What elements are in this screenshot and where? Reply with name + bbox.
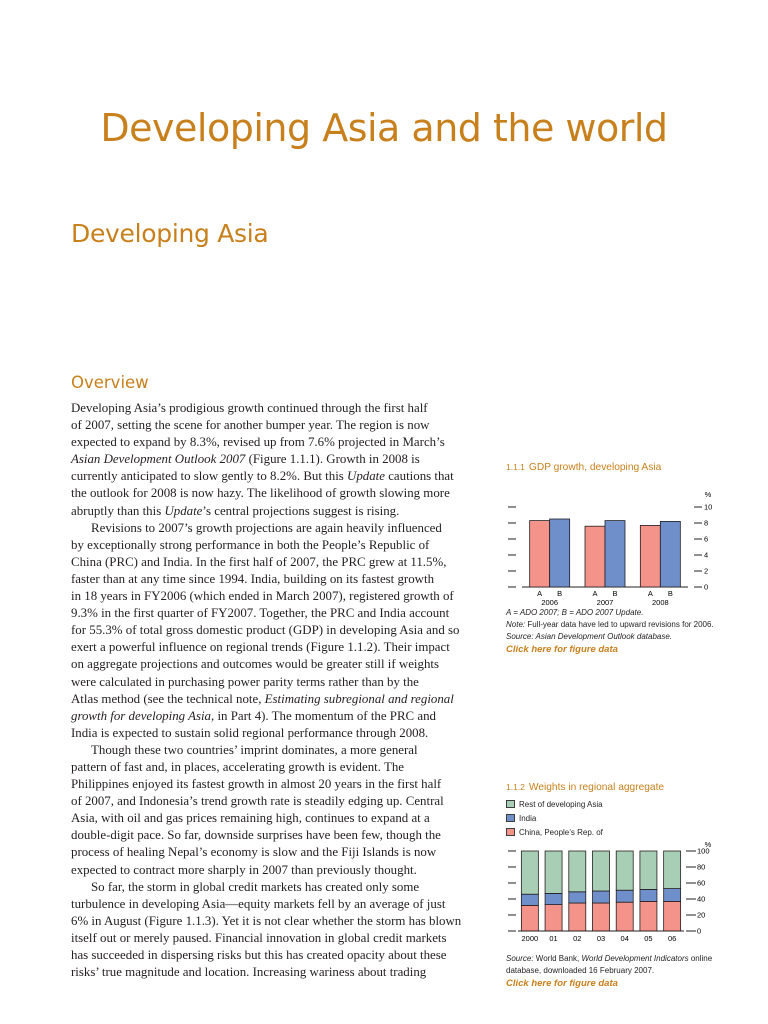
bar-segment [521, 894, 538, 905]
y-tick-label: 100 [697, 846, 710, 856]
body-line: Developing Asia’s prodigious growth continued through the first half [71, 401, 428, 415]
body-line: 6% in August (Figure 1.1.3). Yet it is not clear whether the storm has blown [71, 913, 462, 928]
body-line: currently anticipated to slow gently to 8.2%. But this Update cautions that [71, 469, 454, 484]
y-tick-label: 0 [704, 582, 709, 592]
bar-segment [569, 851, 586, 892]
bar-segment [593, 903, 610, 931]
legend-item: China, People’s Rep. of [506, 825, 721, 839]
section-heading: Developing Asia [71, 219, 269, 248]
regional-weights-chart [506, 841, 721, 953]
bar-segment [521, 851, 538, 894]
body-line: of 2007, setting the scene for another bumper year. The region is now [71, 418, 430, 433]
y-tick-label: 20 [697, 910, 706, 920]
y-tick-label: 80 [697, 862, 706, 872]
bar [640, 525, 660, 587]
group-label: 2006 [541, 598, 559, 607]
bar-segment [640, 889, 657, 901]
page-title: Developing Asia and the world [100, 106, 668, 150]
legend-item: India [506, 811, 721, 825]
body-line: growth for developing Asia, in Part 4). The momentum of the PRC and [71, 708, 436, 723]
x-tick-label: A [647, 589, 653, 598]
bar-segment [521, 905, 538, 931]
body-line: of 2007, and Indonesia’s trend growth rate is steadily edging up. Central [71, 794, 444, 809]
bar [660, 521, 680, 587]
bar-segment [616, 902, 633, 931]
bar-segment [640, 901, 657, 931]
body-line: for 55.3% of total gross domestic product (GDP) in developing Asia and so [71, 623, 460, 638]
x-tick-label: A [592, 589, 598, 598]
chart-legend [506, 797, 721, 839]
bar-segment [664, 901, 681, 931]
y-tick-label: 10 [704, 502, 713, 512]
x-tick-label: 06 [667, 934, 677, 943]
gdp-growth-chart [506, 475, 721, 607]
body-text [71, 400, 471, 981]
body-line: Atlas method (see the technical note, Estimating subregional and regional [71, 691, 454, 706]
body-line: on aggregate projections and outcomes would be greater still if weights [71, 657, 439, 672]
bar-segment [616, 851, 633, 890]
body-line: exert a powerful influence on regional trends (Figure 1.1.2). Their impact [71, 640, 450, 655]
figure-source: Source: Asian Development Outlook database. [506, 632, 673, 641]
body-line: So far, the storm in global credit markets has created only some [91, 879, 420, 894]
body-line: faster than at any time since 1994. India, building on its fastest growth [71, 571, 435, 586]
x-tick-label: B [612, 589, 618, 598]
figure-abbrev-note: A = ADO 2007; B = ADO 2007 Update. [506, 608, 644, 617]
y-tick-label: 40 [697, 894, 706, 904]
bar-segment [640, 851, 657, 889]
y-tick-label: 2 [704, 566, 709, 576]
body-line: Asian Development Outlook 2007 (Figure 1.1.1). Growth in 2008 is [71, 452, 420, 467]
body-line: by exceptionally strong performance in both the People’s Republic of [71, 537, 430, 552]
body-line: itself out or merely paused. Financial innovation in global credit markets [71, 930, 447, 945]
bar-segment [569, 903, 586, 931]
figure-data-link[interactable]: Click here for figure data [506, 644, 618, 655]
figure-data-link[interactable]: Click here for figure data [506, 978, 618, 989]
y-tick-label: 8 [704, 518, 709, 528]
x-tick-label: B [557, 589, 563, 598]
body-line: China (PRC) and India. In the first half of 2007, the PRC grew at 11.5%, [71, 554, 447, 569]
figure-title: 1.1.1 GDP growth, developing Asia [506, 462, 662, 473]
body-line: Though these two countries’ imprint dominates, a more general [91, 742, 418, 757]
x-tick-label: 04 [620, 934, 629, 943]
y-tick-label: 0 [697, 926, 702, 936]
body-line: has succeeded in dispersing risks but this has created opacity about these [71, 948, 447, 962]
x-tick-label: 03 [596, 934, 606, 943]
body-line: risks’ true magnitude and location. Increasing wariness about trading [71, 965, 427, 980]
figure-source-line2: database, downloaded 16 February 2007. [506, 966, 655, 975]
x-tick-label: 01 [549, 934, 558, 943]
bar-segment [593, 851, 610, 891]
body-line: were calculated in purchasing power parity terms rather than by the [71, 674, 419, 689]
body-line: pattern of fast and, in places, accelerating growth is evident. The [71, 759, 405, 774]
body-line: process of healing Nepal’s economy is slow and the Fiji Islands is now [71, 845, 437, 860]
x-tick-label: 02 [573, 934, 582, 943]
bar-segment [664, 889, 681, 902]
bar-segment [545, 905, 562, 931]
bar-segment [569, 892, 586, 903]
y-unit-label: % [704, 490, 712, 499]
figure-title: 1.1.2 Weights in regional aggregate [506, 782, 665, 793]
body-line: 9.3% in the first quarter of FY2007. Together, the PRC and India account [71, 606, 450, 621]
body-line: in 18 years in FY2006 (which ended in March 2007), registered growth of [71, 589, 454, 604]
x-tick-label: B [667, 589, 673, 598]
bar-segment [664, 851, 681, 889]
bar [550, 519, 570, 587]
body-line: double-digit pace. So far, downside surprises have been few, though the [71, 828, 441, 843]
x-tick-label: 05 [644, 934, 653, 943]
figure-source: Source: World Bank, World Development Indicators online [506, 954, 713, 963]
y-tick-label: 60 [697, 878, 706, 888]
body-line: Revisions to 2007’s growth projections are again heavily influenced [91, 520, 442, 535]
body-line: India is expected to sustain solid regional performance through 2008. [71, 725, 429, 740]
body-line: expected to expand by 8.3%, revised up from 7.6% projected in March’s [71, 435, 445, 450]
bar-segment [593, 891, 610, 903]
body-line: the outlook for 2008 is now hazy. The likelihood of growth slowing more [71, 486, 450, 501]
body-line: Asia, with oil and gas prices remaining high, continues to expand at a [71, 811, 430, 826]
subsection-heading: Overview [71, 373, 149, 392]
legend-item: Rest of developing Asia [506, 797, 721, 811]
y-tick-label: 4 [704, 550, 709, 560]
group-label: 2007 [596, 598, 614, 607]
body-line: Philippines enjoyed its fastest growth in almost 20 years in the first half [71, 777, 442, 792]
figure-gdp-growth [506, 462, 721, 655]
figure-regional-weights [506, 782, 721, 989]
body-line: abruptly than this Update’s central projections suggest is rising. [71, 503, 400, 518]
group-label: 2008 [651, 598, 669, 607]
body-line: expected to contract more sharply in 2007 than previously thought. [71, 862, 417, 877]
x-tick-label: 2000 [521, 934, 539, 943]
body-line: turbulence in developing Asia—equity markets fell by an average of just [71, 896, 446, 911]
y-tick-label: 6 [704, 534, 709, 544]
figure-note: Note: Full-year data have led to upward revisions for 2006. [506, 620, 714, 629]
x-tick-label: A [537, 589, 543, 598]
bar [605, 521, 625, 587]
bar-segment [616, 890, 633, 902]
y-unit-label: % [704, 841, 712, 849]
bar [530, 521, 550, 587]
bar [585, 526, 605, 587]
bar-segment [545, 851, 562, 893]
bar-segment [545, 893, 562, 904]
